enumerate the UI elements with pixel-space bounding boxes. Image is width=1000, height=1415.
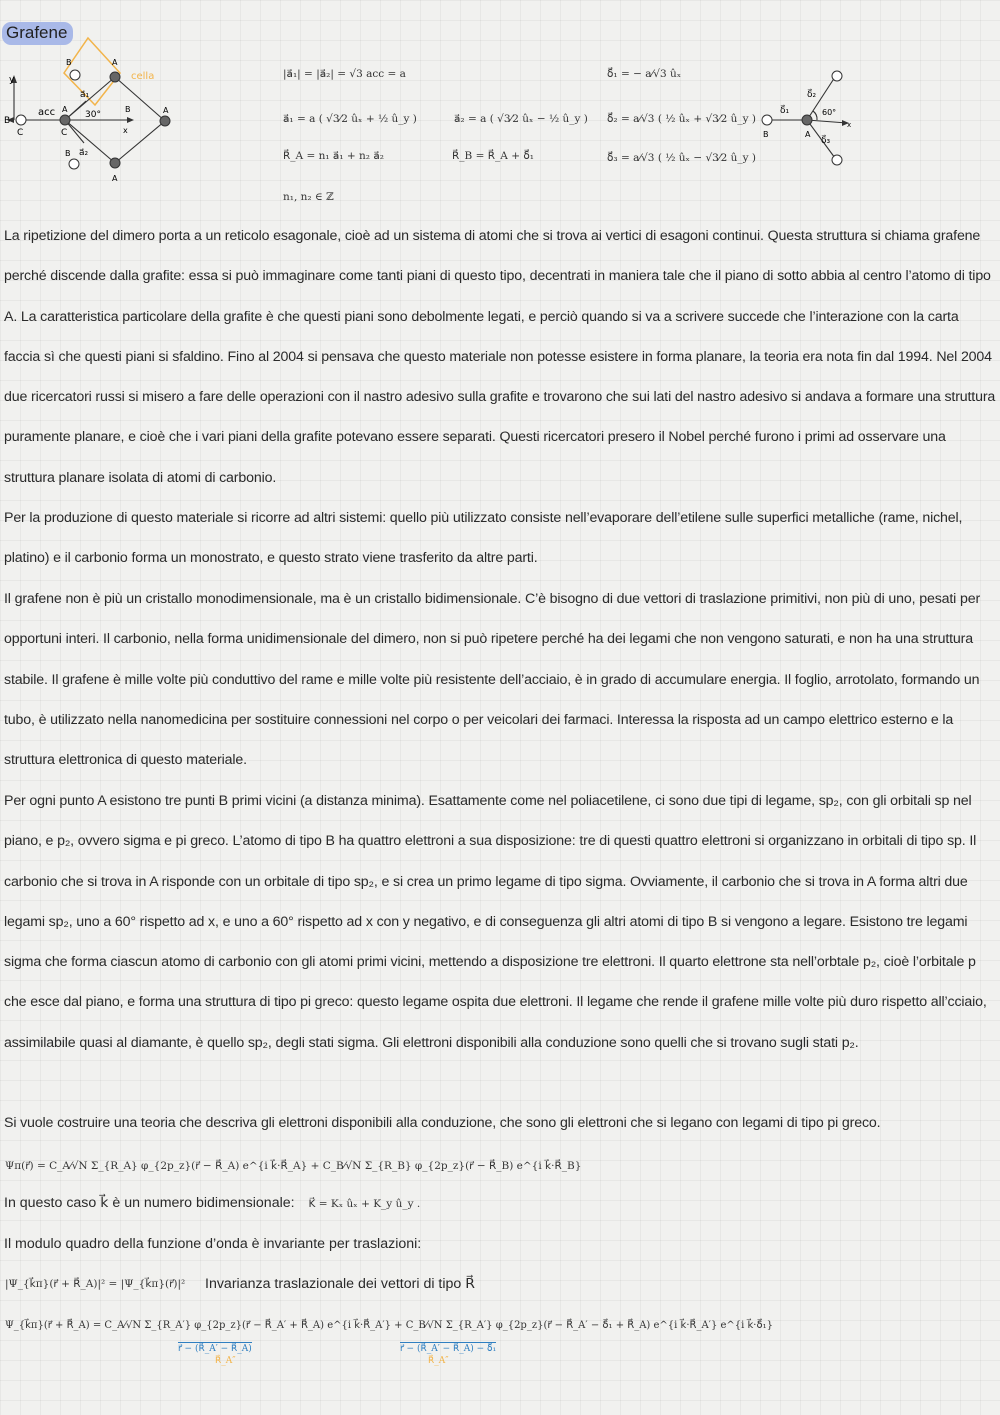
svg-text:y: y xyxy=(9,75,15,85)
svg-text:B: B xyxy=(4,116,11,126)
line-modulo: Il modulo quadro della funzione d’onda è invariante per traslazioni: xyxy=(4,1236,422,1252)
svg-text:B: B xyxy=(763,130,769,139)
equation-invariance: |Ψ_{k⃗π}(r⃗ + R⃗_A)|² = |Ψ_{k⃗π}(r⃗)|² xyxy=(5,1278,186,1290)
svg-text:B: B xyxy=(65,149,71,158)
k-vector-formula: K⃗ = Kₓ ûₓ + K_y û_y . xyxy=(308,1198,421,1210)
paragraph-5: Si vuole costruire una teoria che descriva gli elettroni disponibili alla conduzione, che sono gli elettroni che si legano con legami di tipo pi greco. xyxy=(4,1115,881,1131)
underbrace-term-1-result: R⃗_A″ xyxy=(215,1356,236,1366)
svg-text:C: C xyxy=(17,128,24,138)
svg-text:60°: 60° xyxy=(822,108,837,117)
formula-delta1: δ⃗₁ = − a⁄√3 ûₓ xyxy=(607,68,682,80)
svg-text:A: A xyxy=(112,58,118,67)
svg-text:x: x xyxy=(123,126,128,135)
svg-text:a⃗₂: a⃗₂ xyxy=(79,148,89,158)
paragraph-3: Il grafene non è più un cristallo monodimensionale, ma è un cristallo bidimensionale. C’è bisogno di due vettori di traslazione primitivi, non più di uno, pesati per opportuni interi. Il carbonio, nella forma unidimensionale del dimero, non si può ripetere perché ha dei legami che non vengono saturati, e non ha una struttura stabile. Il grafene è mille volte più conduttivo del rame e mille volte più resistente dell’acciaio, è in grado di accumulare energia. Il foglio, arrotolato, formando un tubo, è utilizzato nella nanomedicina per sostituire connessioni nel corpo o per veicolari dei farmaci. Interessa la risposta ad un campo elettrico esterno e la struttura elettronica di questo materiale. xyxy=(4,591,981,769)
atom-a xyxy=(60,115,70,125)
paragraph-2: Per la produzione di questo materiale si ricorre ad altri sistemi: quello più utilizzato consiste nell’evaporare dell’etilene sulle superfici metalliche (rame, nichel, platino) e il carbonio forma un monostrato, e questo strato viene trasferito da altre parti. xyxy=(4,510,963,567)
formula-a2: a⃗₂ = a ( √3⁄2 ûₓ − ½ û_y ) xyxy=(454,113,588,125)
svg-text:δ⃗₂: δ⃗₂ xyxy=(807,90,817,100)
formula-a1: a⃗₁ = a ( √3⁄2 ûₓ + ½ û_y ) xyxy=(283,113,417,125)
paragraph-1: La ripetizione del dimero porta a un reticolo esagonale, cioè ad un sistema di atomi che si trova ai vertici di esagoni continui. Questa struttura si chiama grafene perché discende dalla grafite: essa si può immaginare come tanti piani di questo tipo, decentrati in maniera tale che il piano di sotto abbia al centro l’atomo di tipo A. La caratteristica particolare della grafite è che questi piani sono debolmente legati, e perciò quando si va a scrivere succede che l’interazione con la carta faccia sì che questi piani si sfaldino. Fino al 2004 si pensava che questo materiale non potesse esistere in forma planare, la teoria era nota fin dal 1994. Nel 2004 due ricercatori russi si misero a fare delle operazioni con il nastro adesivo sulla grafite e trovarono che sui lati del nastro adesivo si andava a formare una struttura puramente planare, e cioè che i vari piani della grafite potevano essere separati. Questi ricercatori presero il Nobel perché furono i primi ad osservare una struttura planare isolata di atomi di carbonio. xyxy=(4,228,996,486)
svg-text:a⃗₁: a⃗₁ xyxy=(80,90,90,100)
atom-a xyxy=(110,158,120,168)
invariance-label: Invarianza traslazionale dei vettori di tipo R⃗ xyxy=(205,1276,476,1292)
svg-text:B: B xyxy=(125,105,131,114)
k-intro-text: In questo caso k⃗ è un numero bidimensionale: xyxy=(4,1195,295,1211)
atom-b xyxy=(16,115,26,125)
svg-text:A: A xyxy=(62,105,68,114)
underbrace-term-2: r⃗ − (R⃗_A′ − R⃗_A) − δ⃗₁ xyxy=(400,1344,497,1354)
atom-b xyxy=(69,159,79,169)
svg-text:C: C xyxy=(61,128,68,138)
svg-text:δ⃗₁: δ⃗₁ xyxy=(780,106,790,116)
formula-n-integers: n₁, n₂ ∈ ℤ xyxy=(283,191,334,203)
svg-text:30°: 30° xyxy=(85,110,101,120)
svg-text:A: A xyxy=(112,174,118,183)
equation-psi: Ψπ(r⃗) = C_A⁄√N Σ_{R_A} φ_{2p_z}(r⃗ − R⃗_A) e^{i k⃗·R⃗_A} + C_B⁄√N Σ_{R_B} φ_{2p_z}(r⃗ − R⃗_B) e^{i k⃗·R⃗_B} xyxy=(5,1160,582,1172)
paragraph-4: Per ogni punto A esistono tre punti B primi vicini (a distanza minima). Esattamente come nel poliacetilene, ci sono due tipi di legame, sp₂, con gli orbitali sp nel piano, e p₂, ovvero sigma e pi greco. L’atomo di tipo B ha quattro elettroni a sua disposizione: tre di questi quattro elettroni si organizzano in orbitali di tipo sp. Il carbonio che si trova in A risponde con un orbitale di tipo sp₂, e si crea un primo legame di tipo sigma. Ovviamente, il carbonio che si trova in A forma altri due legami sp₂, uno a 60° rispetto ad x, e uno a 60° rispetto ad x con y negativo, e di conseguenza gli altri atomi di tipo B si vengono a legare. Esistono tre legami sigma che forma ciascun atomo di carbonio con gli atomi primi vicini, mettendo a disposizione tre elettroni. Il quarto elettrone sta nell’orbtale p₂, cioè l’orbitale p che esce dal piano, e forma una struttura di tipo pi greco: questo legame ospita due elettroni. Il legame che rende il grafene mille volte più duro rispetto all’cciaio, assimilabile quasi al diamante, è quello sp₂, degli stati sigma. Gli elettroni disponibili alla conduzione sono quelli che si trovano sugli stati p₂. xyxy=(4,793,987,1051)
delta-vectors-diagram xyxy=(755,65,865,170)
underbrace-term-2-result: R⃗_A″ xyxy=(428,1356,449,1366)
formula-rb: R⃗_B = R⃗_A + δ⃗₁ xyxy=(452,150,534,162)
formula-delta3: δ⃗₃ = a⁄√3 ( ½ ûₓ − √3⁄2 û_y ) xyxy=(607,152,756,164)
page-title: Grafene xyxy=(2,22,73,45)
formula-delta2: δ⃗₂ = a⁄√3 ( ½ ûₓ + √3⁄2 û_y ) xyxy=(607,113,756,125)
line-k-intro xyxy=(4,1195,420,1211)
svg-text:acc: acc xyxy=(38,107,56,118)
atom-b xyxy=(70,70,80,80)
underbrace-term-1: r⃗ − (R⃗_A′ − R⃗_A) xyxy=(178,1344,252,1354)
graphene-lattice-diagram xyxy=(0,35,200,185)
svg-text:B: B xyxy=(66,58,72,67)
atom-a xyxy=(160,116,170,126)
svg-text:x: x xyxy=(847,121,852,129)
equation-translated-psi: Ψ_{k⃗π}(r⃗ + R⃗_A) = C_A⁄√N Σ_{R_A′} φ_{2p_z}(r⃗ − R⃗_A′ + R⃗_A) e^{i k⃗·R⃗_A′} + C_B⁄√N Σ_{R_A′} φ_{2p_z}(r⃗ − R⃗_A′ − δ⃗₁ + R⃗_A) e^{i k⃗·R⃗_A′} e^{i k⃗·δ⃗₁} xyxy=(5,1320,773,1331)
formula-a-modulus: |a⃗₁| = |a⃗₂| = √3 acc = a xyxy=(283,68,406,80)
svg-text:A: A xyxy=(805,130,811,139)
formula-ra: R⃗_A = n₁ a⃗₁ + n₂ a⃗₂ xyxy=(283,150,384,162)
atom-a xyxy=(110,72,120,82)
svg-text:δ⃗₃: δ⃗₃ xyxy=(821,136,831,146)
svg-text:cella: cella xyxy=(131,71,155,82)
svg-text:A: A xyxy=(163,106,169,115)
